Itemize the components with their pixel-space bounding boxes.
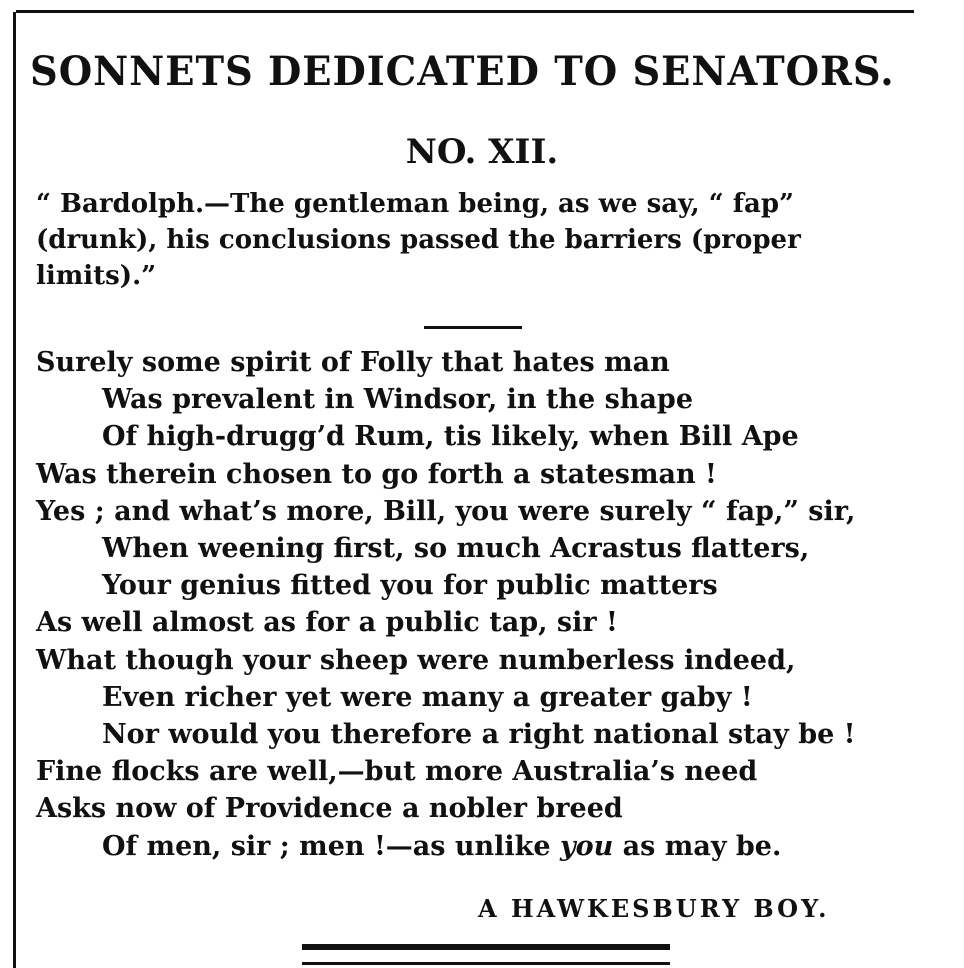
poem-line: Even richer yet were many a greater gaby !	[102, 681, 753, 713]
poem-line: Fine flocks are well,—but more Australia’s need	[36, 756, 758, 788]
poem-line-final	[36, 828, 936, 865]
poem	[36, 344, 936, 865]
bottom-rule-thin	[302, 962, 670, 965]
poem-line: When weening first, so much Acrastus flatters,	[102, 533, 810, 565]
article-title: SONNETS DEDICATED TO SENATORS.	[30, 48, 895, 95]
final-line-before: Of men, sir ; men !—as unlike	[102, 830, 560, 862]
poem-line: Was prevalent in Windsor, in the shape	[102, 384, 693, 416]
poem-line: Yes ; and what’s more, Bill, you were surely “ fap,” sir,	[36, 495, 856, 527]
epigraph-line: limits).”	[36, 261, 157, 291]
poem-line: What though your sheep were numberless indeed,	[36, 644, 796, 676]
epigraph	[36, 186, 926, 294]
top-rule	[16, 10, 914, 13]
poem-line: Your genius fitted you for public matters	[102, 570, 718, 602]
poem-line: Nor would you therefore a right national stay be !	[102, 719, 856, 751]
epigraph-line: “ Bardolph.—The gentleman being, as we say, “ fap”	[36, 189, 794, 219]
poem-line: Surely some spirit of Folly that hates man	[36, 347, 670, 378]
poem-line: Of high-drugg’d Rum, tis likely, when Bill Ape	[102, 421, 799, 453]
poem-line: As well almost as for a public tap, sir !	[36, 607, 618, 639]
final-line-after: as may be.	[613, 830, 782, 862]
section-divider	[424, 326, 522, 329]
final-line-emphasis: you	[559, 830, 614, 862]
poem-line: Asks now of Providence a nobler breed	[36, 793, 623, 825]
author-signature: A HAWKESBURY BOY.	[478, 894, 830, 923]
epigraph-line: (drunk), his conclusions passed the barriers (proper	[36, 225, 801, 255]
poem-line: Was therein chosen to go forth a statesman !	[36, 458, 717, 490]
bottom-rule-thick	[302, 944, 670, 950]
sonnet-number: NO. XII.	[405, 132, 559, 172]
